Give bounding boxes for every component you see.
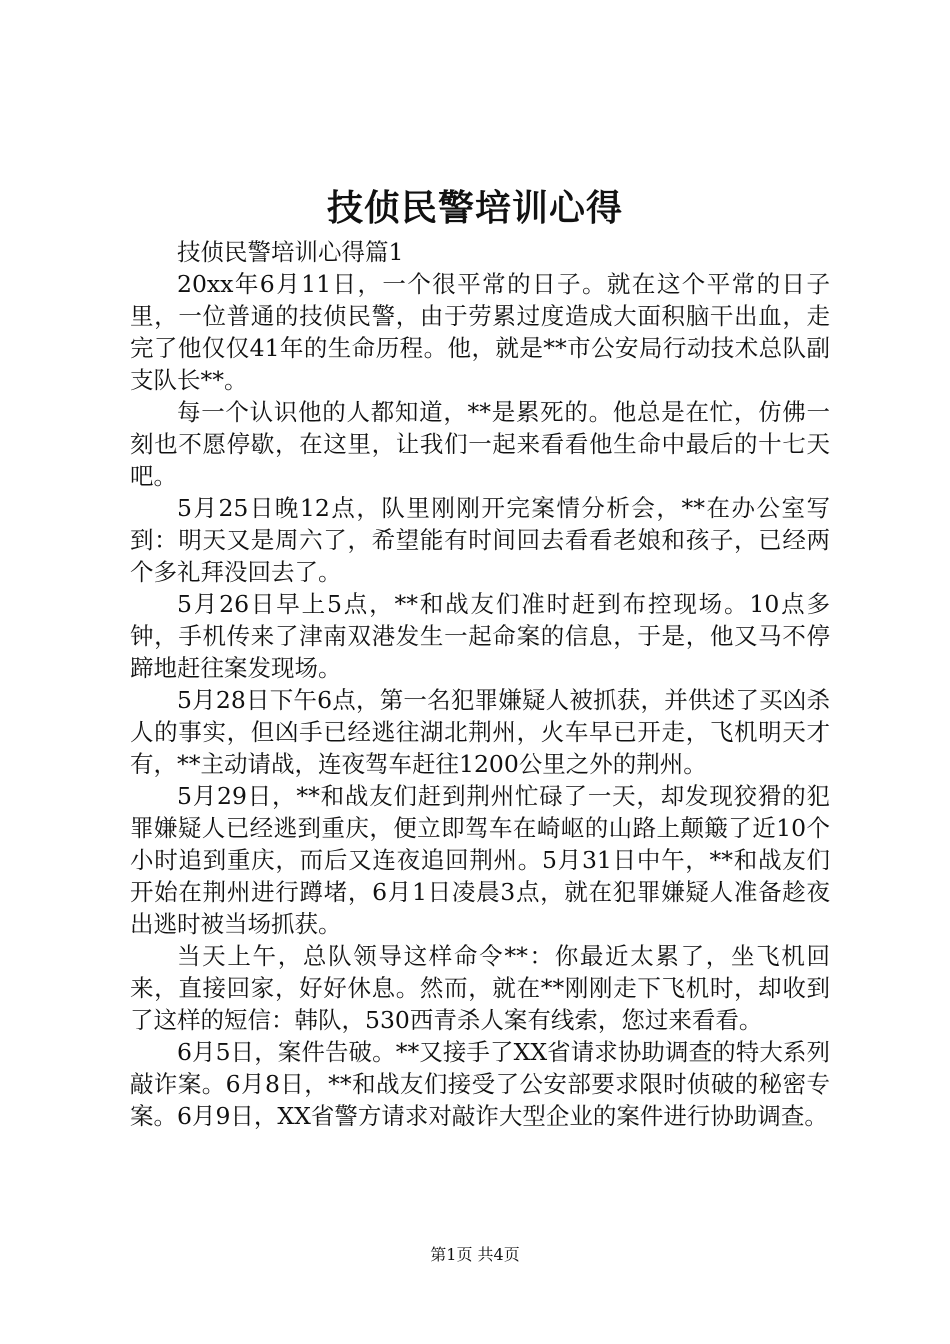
document-body — [130, 236, 830, 1132]
paragraph: 每一个认识他的人都知道，**是累死的。他总是在忙，仿佛一刻也不愿停歇，在这里，让我们一起来看看他生命中最后的十七天吧。 — [130, 398, 830, 490]
document-title: 技侦民警培训心得 — [326, 187, 623, 229]
section-heading: 技侦民警培训心得篇1 — [177, 238, 404, 266]
paragraph: 6月5日，案件告破。**又接手了XX省请求协助调查的特大系列敲诈案。6月8日，**和战友们接受了公安部要求限时侦破的秘密专案。6月9日，XX省警方请求对敲诈大型企业的案件进行协助调查。 — [130, 1038, 830, 1130]
page-footer: 第1页 共4页 — [430, 1245, 520, 1264]
paragraph: 20xx年6月11日，一个很平常的日子。就在这个平常的日子里，一位普通的技侦民警，由于劳累过度造成大面积脑干出血，走完了他仅仅41年的生命历程。他，就是**市公安局行动技术总队副支队长**。 — [130, 270, 830, 394]
paragraph: 当天上午，总队领导这样命令**：你最近太累了，坐飞机回来，直接回家，好好休息。然而，就在**刚刚走下飞机时，却收到了这样的短信：韩队，530西青杀人案有线索，您过来看看。 — [130, 942, 830, 1034]
paragraph: 5月29日，**和战友们赶到荆州忙碌了一天，却发现狡猾的犯罪嫌疑人已经逃到重庆，便立即驾车在崎岖的山路上颠簸了近10个小时追到重庆，而后又连夜追回荆州。5月31日中午，**和战友们开始在荆州进行蹲堵，6月1日凌晨3点，就在犯罪嫌疑人准备趁夜出逃时被当场抓获。 — [130, 782, 830, 938]
paragraph: 5月25日晚12点，队里刚刚开完案情分析会，**在办公室写到：明天又是周六了，希望能有时间回去看看老娘和孩子，已经两个多礼拜没回去了。 — [130, 494, 830, 586]
paragraph: 5月26日早上5点，**和战友们准时赶到布控现场。10点多钟，手机传来了津南双港发生一起命案的信息，于是，他又马不停蹄地赶往案发现场。 — [130, 590, 830, 682]
paragraph: 5月28日下午6点，第一名犯罪嫌疑人被抓获，并供述了买凶杀人的事实，但凶手已经逃往湖北荆州，火车早已开走，飞机明天才有，**主动请战，连夜驾车赶往1200公里之外的荆州。 — [130, 686, 830, 778]
